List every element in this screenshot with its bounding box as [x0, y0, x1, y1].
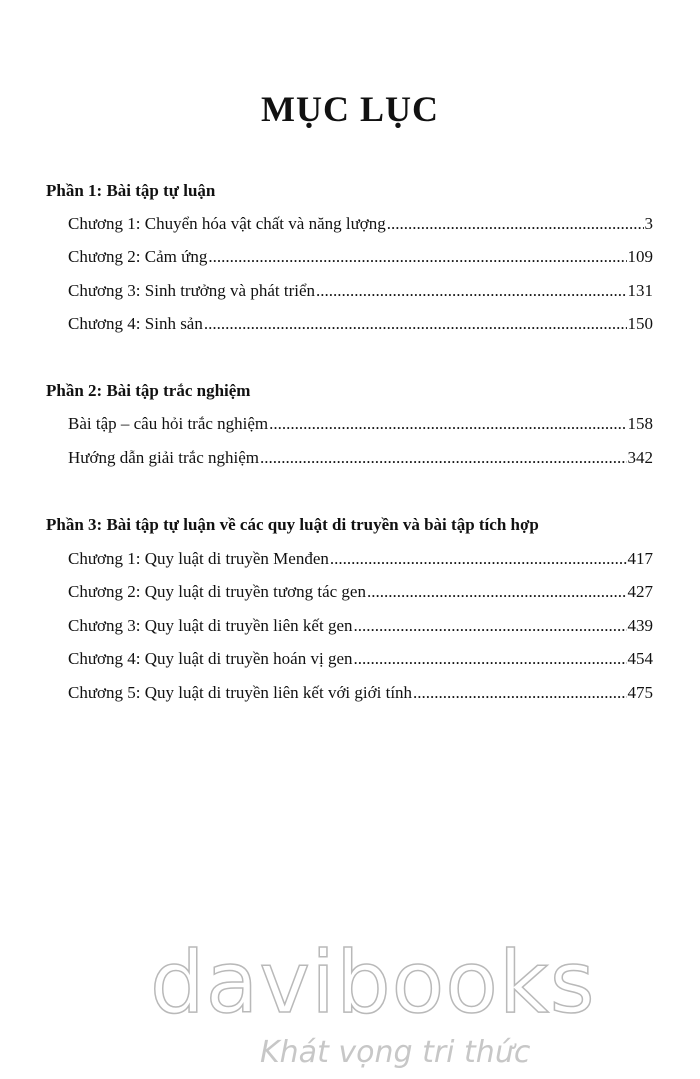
toc-entry[interactable] — [68, 683, 653, 705]
leader-dots — [208, 247, 626, 267]
toc-entry-page: 3 — [644, 214, 653, 233]
toc-entry[interactable] — [68, 214, 653, 236]
toc-entry-page: 439 — [627, 616, 653, 635]
toc-entry[interactable] — [68, 616, 653, 638]
leader-dots — [413, 683, 626, 703]
part-1-heading: Phần 1: Bài tập tự luận — [46, 181, 216, 200]
leader-dots — [354, 649, 627, 669]
toc-entry[interactable] — [68, 247, 653, 269]
toc-entry[interactable] — [68, 414, 653, 436]
leader-dots — [354, 616, 627, 636]
toc-entry-page: 158 — [627, 414, 653, 433]
toc-entry[interactable] — [68, 448, 653, 470]
toc-entry-page: 150 — [627, 314, 653, 333]
leader-dots — [316, 281, 627, 301]
toc-entry-label: Chương 1: Chuyển hóa vật chất và năng lượng — [68, 214, 386, 233]
toc-entry[interactable] — [68, 549, 653, 571]
toc-entry-label: Chương 4: Sinh sản — [68, 314, 203, 333]
leader-dots — [269, 414, 626, 434]
toc-entry-label: Chương 2: Cảm ứng — [68, 247, 208, 266]
toc-entry[interactable] — [68, 314, 653, 336]
part-3-heading: Phần 3: Bài tập tự luận về các quy luật di truyền và bài tập tích hợp — [46, 515, 539, 534]
toc-entry-label: Chương 3: Quy luật di truyền liên kết gen — [68, 616, 353, 635]
toc-entry-page: 342 — [627, 448, 653, 467]
toc-entry-label: Chương 1: Quy luật di truyền Menđen — [68, 549, 329, 568]
toc-entry-page: 131 — [627, 281, 653, 300]
leader-dots — [330, 549, 627, 569]
watermark-slogan: Khát vọng tri thức — [260, 1035, 531, 1070]
toc-entry-label: Chương 4: Quy luật di truyền hoán vị gen — [68, 649, 353, 668]
toc-entry-label: Bài tập – câu hỏi trắc nghiệm — [68, 414, 269, 433]
toc-entry-page: 475 — [627, 683, 653, 702]
leader-dots — [204, 314, 627, 334]
toc-entry-label: Chương 3: Sinh trưởng và phát triển — [68, 281, 315, 300]
toc-entry-page: 417 — [627, 549, 653, 568]
toc-entry[interactable] — [68, 281, 653, 303]
toc-entry-label: Chương 2: Quy luật di truyền tương tác gen — [68, 582, 366, 601]
toc-entry-label: Chương 5: Quy luật di truyền liên kết với giới tính — [68, 683, 413, 702]
watermark — [150, 933, 596, 1075]
toc-entry-page: 427 — [627, 582, 653, 601]
toc-entry-page: 454 — [627, 649, 653, 668]
watermark-brand: davibooks — [150, 933, 596, 1033]
toc-entry-label: Hướng dẫn giải trắc nghiệm — [68, 448, 259, 467]
leader-dots — [387, 214, 644, 234]
leader-dots — [260, 448, 627, 468]
part-2-heading: Phần 2: Bài tập trắc nghiệm — [46, 381, 251, 400]
page-title: MỤC LỤC — [261, 89, 439, 129]
toc-entry[interactable] — [68, 649, 653, 671]
toc-entry[interactable] — [68, 582, 653, 604]
toc-entry-page: 109 — [627, 247, 653, 266]
leader-dots — [367, 582, 627, 602]
